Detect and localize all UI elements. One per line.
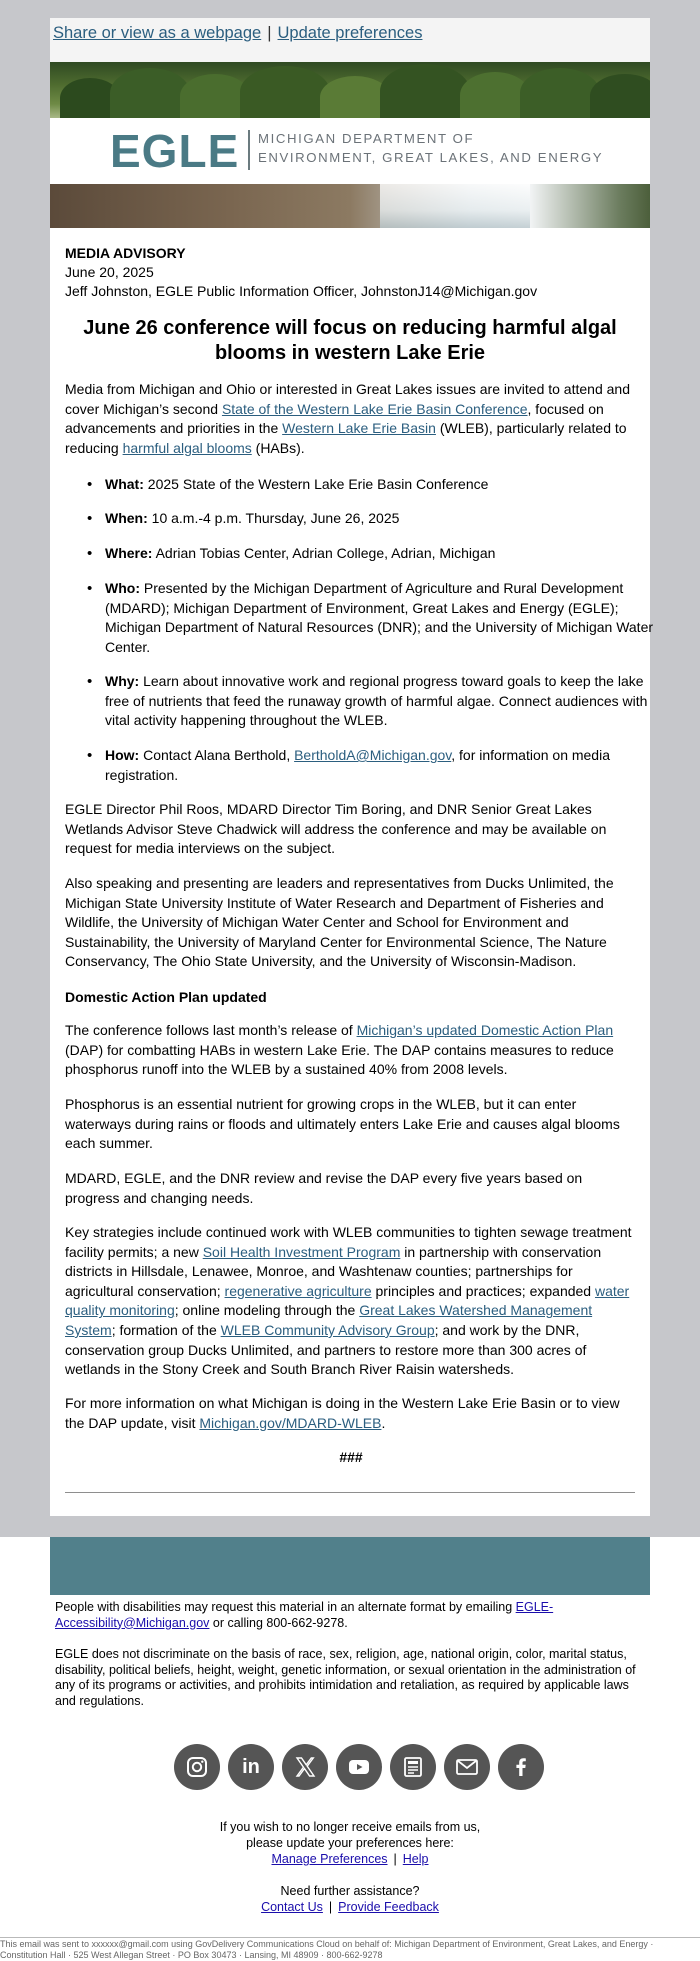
event-details-list	[65, 672, 665, 731]
habs-link[interactable]: harmful algal blooms	[122, 439, 252, 456]
soil-health-link[interactable]: Soil Health Investment Program	[202, 1243, 401, 1260]
unsubscribe-line-1: If you wish to no longer receive emails from us,	[219, 1820, 481, 1834]
detail-how-text-1: Contact Alana Berthold,	[139, 747, 295, 763]
detail-what-text: 2025 State of the Western Lake Erie Basin Conference	[143, 476, 489, 492]
strategies-text-5: ; formation of the	[111, 1321, 221, 1338]
email-subscribe-icon[interactable]	[444, 1744, 490, 1790]
strategies-text-2: in partnership with conservation districts in Hillsdale, Lenawee, Monroe, and Washtenaw counties; partnerships for agricultural conservation;	[65, 1243, 602, 1299]
detail-why-label: Why:	[105, 673, 140, 689]
intro-text-3: (WLEB), particularly related to reducing	[65, 420, 627, 456]
detail-how-label: How:	[105, 747, 140, 763]
dap-text-2: (DAP) for combatting HABs in western Lake Erie. The DAP contains measures to reduce phosphorus runoff into the WLEB by a sustained 40% from 2008 levels.	[65, 1041, 614, 1078]
legal-sender-info: This email was sent to xxxxxx@gmail.com using GovDelivery Communications Cloud on behalf of: Michigan Department of Environment, Great Lakes, and Energy · Constitution Hall · 525 West Allegan Street · PO Box 30473 · Lansing, MI 48909 · 800-662-9278	[0, 1939, 654, 1960]
detail-why-text: Learn about innovative work and regional progress toward goals to keep the lake free of nutrients that feed the runaway growth of harmful algae. Connect audiences with vital activity happening throughout the WLEB.	[105, 673, 648, 729]
detail-where-label: Where:	[105, 545, 153, 561]
conference-link[interactable]: State of the Western Lake Erie Basin Conference	[221, 400, 528, 417]
detail-when-text: 10 a.m.-4 p.m. Thursday, June 26, 2025	[147, 510, 400, 526]
waterfall-image	[50, 184, 650, 228]
instagram-icon[interactable]	[174, 1744, 220, 1790]
top-link-bar	[50, 18, 650, 62]
intro-text-2: , focused on advancements and priorities in the	[65, 400, 604, 437]
egle-logo	[110, 125, 240, 177]
end-mark: ###	[339, 1449, 363, 1465]
mdard-wleb-link[interactable]: Michigan.gov/MDARD-WLEB	[199, 1414, 382, 1431]
logo-line-2: ENVIRONMENT, GREAT LAKES, AND ENERGY	[258, 150, 604, 165]
logo-band	[50, 118, 650, 184]
nondiscrimination-notice: EGLE does not discriminate on the basis of race, sex, religion, age, national origin, color, marital status, disability, political beliefs, height, weight, genetic information, or sexual orientation in the administration of any of its programs or activities, and prohibits intimidation and retaliation, as required by applicable laws and regulations.	[55, 1647, 636, 1708]
newsroom-icon[interactable]	[390, 1744, 436, 1790]
dap-text-1: The conference follows last month’s release of	[65, 1022, 357, 1038]
x-twitter-icon[interactable]	[282, 1744, 328, 1790]
egle-logo-word: EGLE	[110, 125, 240, 177]
access-text-2: or calling 800-662-9278.	[209, 1615, 348, 1630]
share-webpage-link[interactable]: Share or view as a webpage	[53, 24, 262, 42]
waterfall-mist	[380, 184, 530, 228]
dap-heading: Domestic Action Plan updated	[65, 989, 267, 1005]
topbar-separator: |	[267, 24, 272, 42]
footer-teal-band	[50, 1537, 650, 1595]
event-details-list	[65, 509, 665, 529]
advisory-group-link[interactable]: WLEB Community Advisory Group	[220, 1321, 435, 1338]
detail-who-text: Presented by the Michigan Department of Agriculture and Rural Development (MDARD); Michigan Department of Environment, Great Lakes and Energy (EGLE); Michigan Department of Natural Resources (DNR); and the University of Michigan Water Center.	[105, 580, 654, 655]
detail-how-text-2: , for information on media registration.	[105, 747, 610, 783]
headline: June 26 conference will focus on reducing harmful algal blooms in western Lake Erie	[83, 317, 617, 364]
advisory-contact: Jeff Johnston, EGLE Public Information Officer, JohnstonJ14@Michigan.gov	[65, 283, 538, 299]
strategies-text-6: ; and work by the DNR, conservation group Ducks Unlimited, and partners to restore more than 300 acres of wetlands in the Stony Creek and South Branch River Raisin watersheds.	[65, 1321, 587, 1378]
detail-where-text: Adrian Tobias Center, Adrian College, Adrian, Michigan	[152, 545, 496, 561]
contact-separator: |	[328, 1900, 333, 1914]
detail-who	[105, 579, 665, 657]
dap-link[interactable]: Michigan’s updated Domestic Action Plan	[356, 1022, 614, 1038]
strategies-text-1: Key strategies include continued work with WLEB communities to tighten sewage treatment facility permits; a new	[65, 1224, 632, 1260]
logo-line-1: MICHIGAN DEPARTMENT OF	[258, 131, 475, 146]
logo-divider	[248, 130, 250, 170]
update-preferences-link[interactable]: Update preferences	[277, 24, 423, 42]
assistance-label: Need further assistance?	[280, 1884, 420, 1898]
more-info-text-2: .	[381, 1414, 386, 1431]
legal-divider	[0, 1937, 700, 1938]
accessibility-notice	[55, 1600, 645, 1631]
detail-why	[105, 672, 665, 731]
event-details-list	[65, 544, 665, 564]
forest-image	[50, 62, 650, 118]
content-divider	[65, 1492, 635, 1493]
detail-when-label: When:	[105, 510, 148, 526]
detail-where	[105, 544, 665, 564]
detail-who-label: Who:	[105, 580, 140, 596]
detail-how	[105, 746, 665, 785]
preferences-separator: |	[393, 1852, 397, 1866]
youtube-icon[interactable]	[336, 1744, 382, 1790]
egle-banner	[50, 62, 650, 228]
detail-what	[105, 475, 665, 495]
water-quality-link[interactable]: water quality monitoring	[65, 1282, 630, 1319]
advisory-date: June 20, 2025	[65, 264, 154, 280]
intro-text-4: (HABs).	[251, 439, 305, 456]
facebook-icon[interactable]	[498, 1744, 544, 1790]
contact-links	[0, 1900, 700, 1916]
speakers-paragraph: Also speaking and presenting are leaders and representatives from Ducks Unlimited, the Michigan State University Institute of Water Research and Department of Fisheries and Wildlife, the University of Michigan Water Center and School for Environment and Sustainability, the University of Maryland Center for Environmental Science, The Nature Conservancy, The Ohio State University, and the University of Wisconsin-Madison.	[65, 875, 614, 970]
access-text-1: People with disabilities may request this material in an alternate format by emailing	[55, 1600, 516, 1614]
regenerative-agriculture-link[interactable]: regenerative agriculture	[224, 1282, 372, 1299]
strategies-paragraph	[65, 1223, 637, 1380]
phosphorus-paragraph: Phosphorus is an essential nutrient for growing crops in the WLEB, but it can enter waterways during rains or floods and ultimately enters Lake Erie and causes algal blooms each summer.	[65, 1096, 620, 1152]
event-details-list	[65, 746, 665, 785]
contact-us-link[interactable]: Contact Us	[261, 1900, 323, 1914]
unsubscribe-line-2: please update your preferences here:	[246, 1836, 454, 1850]
wleb-link[interactable]: Western Lake Erie Basin	[282, 420, 436, 437]
review-paragraph: MDARD, EGLE, and the DNR review and revise the DAP every five years based on progress and changing needs.	[65, 1170, 583, 1206]
logo-agency-name	[258, 129, 603, 167]
provide-feedback-link[interactable]: Provide Feedback	[338, 1900, 439, 1914]
manage-preferences-link[interactable]: Manage Preferences	[271, 1852, 388, 1866]
more-info-text-1: For more information on what Michigan is doing in the Western Lake Erie Basin or to view the DAP update, visit	[65, 1395, 620, 1431]
intro-text-1: Media from Michigan and Ohio or interested in Great Lakes issues are invited to attend and cover Michigan’s second	[65, 381, 630, 417]
linkedin-icon[interactable]	[228, 1744, 274, 1790]
event-details-list	[65, 475, 665, 495]
directors-paragraph: EGLE Director Phil Roos, MDARD Director Tim Boring, and DNR Senior Great Lakes Wetlands Advisor Steve Chadwick will address the conference and may be available on request for media interviews on the subject.	[65, 801, 607, 857]
more-info-paragraph	[65, 1394, 637, 1433]
intro-paragraph	[65, 380, 637, 458]
event-details-list	[65, 579, 665, 657]
help-link[interactable]: Help	[402, 1852, 429, 1866]
linkedin-glyph: in	[242, 1756, 260, 1778]
preferences-links	[0, 1852, 700, 1868]
strategies-text-4: ; online modeling through the	[174, 1302, 360, 1319]
dap-paragraph	[65, 1021, 637, 1080]
email-card	[50, 18, 654, 1516]
watershed-system-link[interactable]: Great Lakes Watershed Management System	[65, 1302, 593, 1338]
strategies-text-3: principles and practices; expanded	[371, 1282, 595, 1299]
detail-when	[105, 509, 665, 529]
detail-what-label: What:	[105, 476, 144, 492]
accessibility-email-link[interactable]: EGLE-Accessibility@Michigan.gov	[55, 1600, 554, 1630]
advisory-label: MEDIA ADVISORY	[65, 245, 186, 261]
berthold-email-link[interactable]: BertholdA@Michigan.gov	[294, 747, 452, 763]
